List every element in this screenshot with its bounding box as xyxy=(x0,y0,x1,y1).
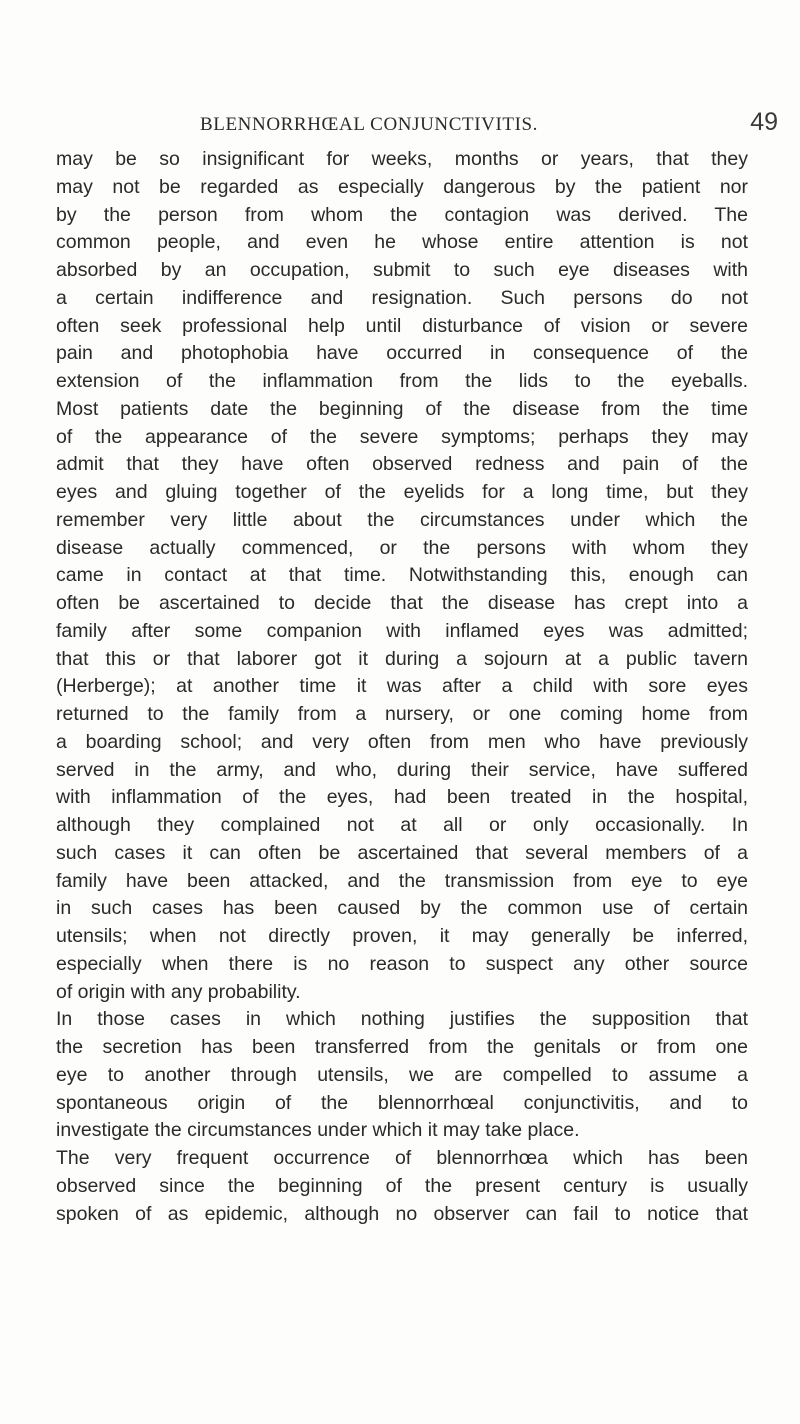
text-line: observed since the beginning of the present century is usually xyxy=(56,1174,748,1197)
text-line: returned to the family from a nursery, or one coming home from xyxy=(56,703,748,725)
text-line: remember very little about the circumstances under which the xyxy=(56,508,748,531)
text-line: eye to another through utensils, we are compelled to assume a xyxy=(56,1063,748,1086)
text-line: spontaneous origin of the blennorrhœal conjunctivitis, and to xyxy=(56,1091,748,1114)
text-line: often seek professional help until disturbance of vision or severe xyxy=(56,314,748,337)
text-line: may be so insignificant for weeks, months or years, that they xyxy=(56,148,748,170)
text-line: with inflammation of the eyes, had been treated in the hospital, xyxy=(56,786,748,809)
paragraph-end-line: investigate the circumstances under which it may take place. xyxy=(56,1119,580,1142)
text-line: although they complained not at all or only occasionally. In xyxy=(56,814,748,836)
text-line: extension of the inflammation from the lids to the eyeballs. xyxy=(56,370,748,392)
text-line: In those cases in which nothing justifies the supposition that xyxy=(56,1008,748,1031)
running-title: BLENNORRHŒAL CONJUNCTIVITIS. xyxy=(200,114,539,135)
text-line: spoken of as epidemic, although no observer can fail to notice that xyxy=(56,1202,748,1225)
page-number: 49 xyxy=(750,108,778,136)
text-line: pain and photophobia have occurred in consequence of the xyxy=(56,342,748,365)
text-line: came in contact at that time. Notwithstanding this, enough can xyxy=(56,564,748,587)
text-line: common people, and even he whose entire attention is not xyxy=(56,231,748,254)
text-line: especially when there is no reason to suspect any other source xyxy=(56,952,748,975)
text-line: served in the army, and who, during their service, have suffered xyxy=(56,758,748,781)
text-line: family after some companion with inflamed eyes was admitted; xyxy=(56,619,748,642)
text-line: the secretion has been transferred from the genitals or from one xyxy=(56,1036,748,1058)
text-line: may not be regarded as especially dangerous by the patient nor xyxy=(56,175,748,198)
text-line: absorbed by an occupation, submit to such eye diseases with xyxy=(56,259,748,281)
text-line: in such cases has been caused by the common use of certain xyxy=(56,897,748,920)
text-line: (Herberge); at another time it was after a child with sore eyes xyxy=(56,675,748,698)
text-line: by the person from whom the contagion was derived. The xyxy=(56,203,748,226)
text-line: admit that they have often observed redness and pain of the xyxy=(56,453,748,476)
text-line: disease actually commenced, or the persons with whom they xyxy=(56,536,748,559)
text-line: often be ascertained to decide that the disease has crept into a xyxy=(56,592,748,614)
text-line: family have been attacked, and the transmission from eye to eye xyxy=(56,869,748,892)
text-line: a boarding school; and very often from men who have previously xyxy=(56,730,748,753)
text-line: that this or that laborer got it during a sojourn at a public tavern xyxy=(56,647,748,670)
body-text xyxy=(56,146,748,1228)
paragraph-end-line: of origin with any probability. xyxy=(56,980,301,1003)
text-line: The very frequent occurrence of blennorrhœa which has been xyxy=(56,1147,748,1169)
text-line: Most patients date the beginning of the disease from the time xyxy=(56,397,748,420)
text-line: eyes and gluing together of the eyelids for a long time, but they xyxy=(56,481,748,503)
running-head xyxy=(58,106,778,140)
text-line: utensils; when not directly proven, it may generally be inferred, xyxy=(56,925,748,947)
text-line: a certain indifference and resignation. Such persons do not xyxy=(56,286,748,309)
text-line: such cases it can often be ascertained that several members of a xyxy=(56,841,748,864)
text-line: of the appearance of the severe symptoms; perhaps they may xyxy=(56,425,748,448)
